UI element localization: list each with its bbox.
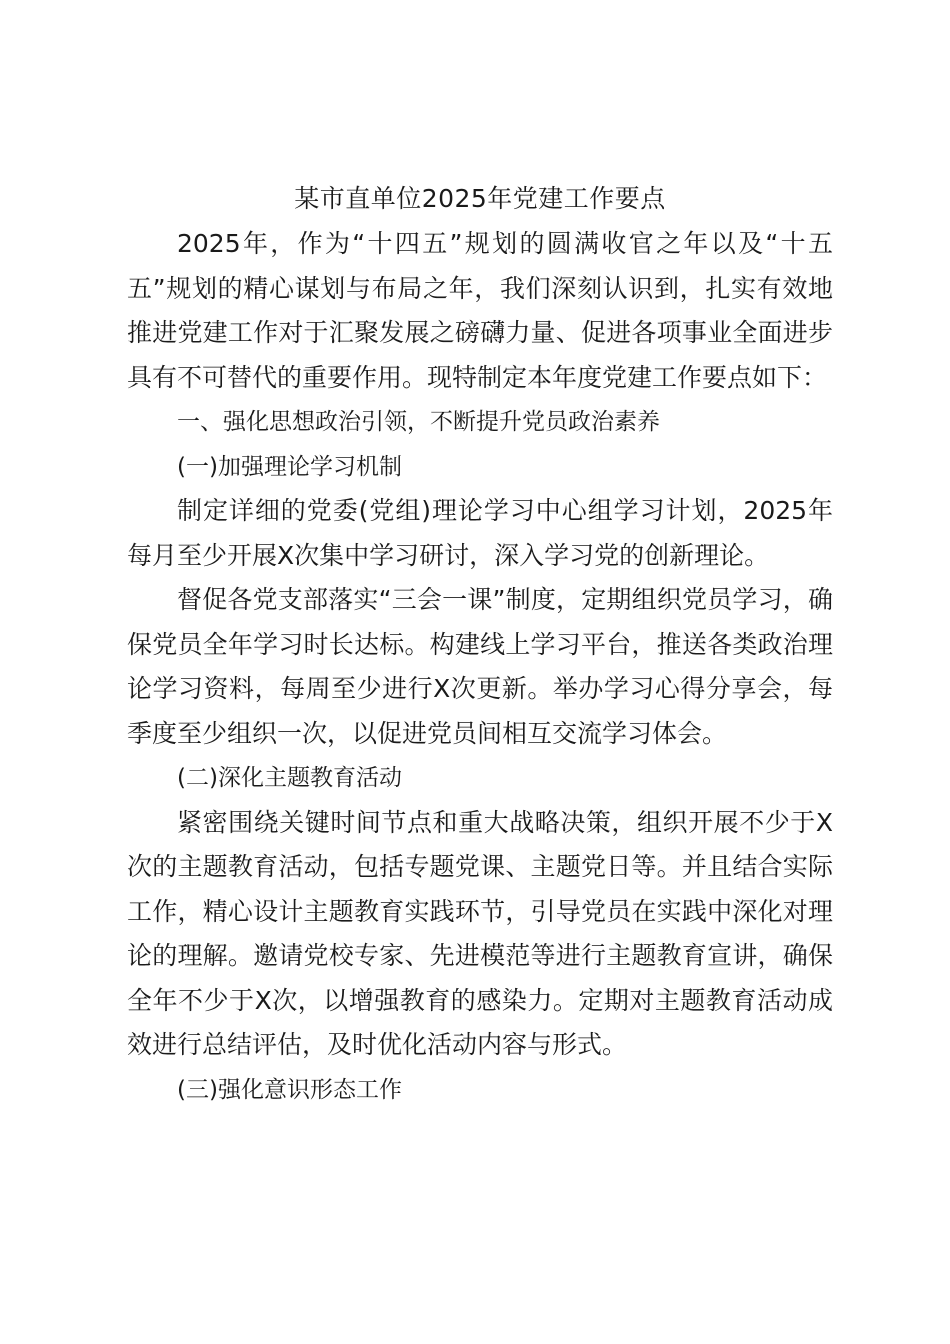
- paragraph-theme-education: 紧密围绕关键时间节点和重大战略决策，组织开展不少于X次的主题教育活动，包括专题党课、主题党日等。并且结合实际工作，精心设计主题教育实践环节，引导党员在实践中深化对理论的理解。邀请党校专家、先进模范等进行主题教育宣讲，确保全年不少于X次，以增强教育的感染力。定期对主题教育活动成效进行总结评估，及时优化活动内容与形式。: [127, 807, 833, 1059]
- subsection-heading-1: (一)加强理论学习机制: [177, 453, 402, 480]
- intro-paragraph: 2025年，作为“十四五”规划的圆满收官之年以及“十五五”规划的精心谋划与布局之年，我们深刻认识到，扎实有效地推进党建工作对于汇聚发展之磅礴力量、促进各项事业全面进步具有不可替代的重要作用。现特制定本年度党建工作要点如下：: [127, 229, 833, 392]
- paragraph-branch-study: 督促各党支部落实“三会一课”制度，定期组织党员学习，确保党员全年学习时长达标。构建线上学习平台，推送各类政治理论学习资料，每周至少进行X次更新。举办学习心得分享会，每季度至少组织一次，以促进党员间相互交流学习体会。: [127, 585, 833, 748]
- section-heading-1: 一、强化思想政治引领，不断提升党员政治素养: [177, 409, 660, 435]
- subsection-heading-2: (二)深化主题教育活动: [177, 765, 402, 791]
- document-title: 某市直单位2025年党建工作要点: [294, 184, 666, 213]
- paragraph-study-plan: 制定详细的党委(党组)理论学习中心组学习计划，2025年每月至少开展X次集中学习研讨，深入学习党的创新理论。: [127, 496, 833, 570]
- document-page: [127, 176, 833, 1112]
- subsection-heading-3: (三)强化意识形态工作: [177, 1076, 402, 1103]
